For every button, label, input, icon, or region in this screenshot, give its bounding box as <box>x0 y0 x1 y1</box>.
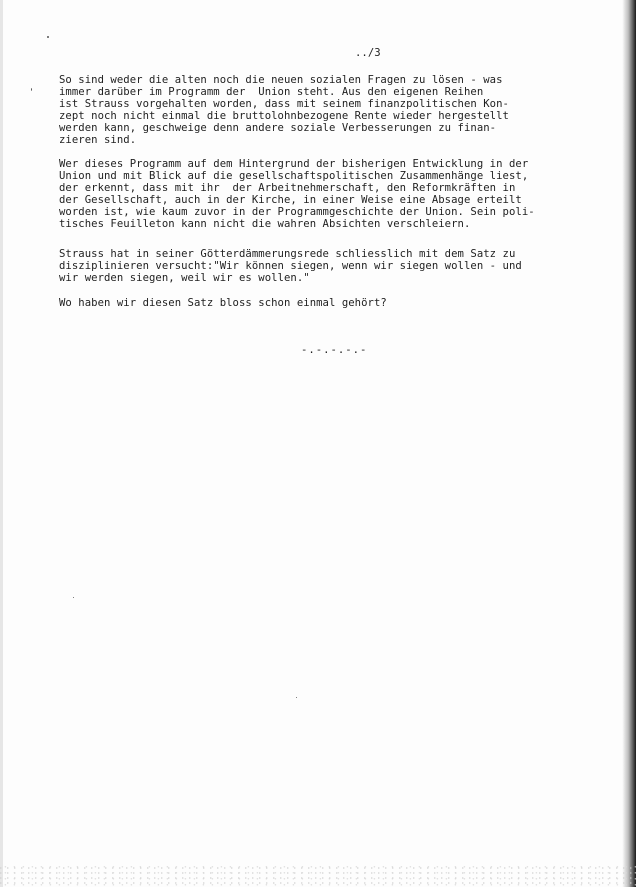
scan-speck <box>73 597 74 598</box>
scan-edge-left <box>0 0 3 887</box>
scan-speck <box>47 36 49 38</box>
end-mark: -.-.-.-.- <box>301 344 368 356</box>
scan-speck <box>31 88 32 91</box>
scan-noise-bottom <box>0 865 636 887</box>
page-number: ../3 <box>355 47 381 59</box>
scan-speck <box>296 697 297 698</box>
paragraph-1: So sind weder die alten noch die neuen sozialen Fragen zu lösen - was immer darüber im Programm der Union steht. Aus den eigenen Reihen ist Strauss vorgehalten worden, dass mit seinem finanzpolitischen Kon- zept noch nicht einmal die bruttolohnbezogene Rente wieder hergestellt werden kann, geschweige denn andere soziale Verbesserungen zu finan- zieren sind. <box>59 74 509 146</box>
paragraph-2: Wer dieses Programm auf dem Hintergrund der bisherigen Entwicklung in der Union und mit Blick auf die gesellschaftspolitischen Zusammenhänge liest, der erkennt, dass mit ihr der Arbeitnehmerschaft, den Reformkräften in der Gesellschaft, auch in der Kirche, in einer Weise eine Absage erteilt worden ist, wie kaum zuvor in der Programmgeschichte der Union. Sein poli- tisches Feuilleton kann nicht die wahren Absichten verschleiern. <box>59 158 535 230</box>
scan-edge-right <box>622 0 636 887</box>
paragraph-3: Strauss hat in seiner Götterdämmerungsrede schliesslich mit dem Satz zu disziplinieren versucht:"Wir können siegen, wenn wir siegen wollen - und wir werden siegen, weil wir es wollen." <box>59 248 522 284</box>
paragraph-4: Wo haben wir diesen Satz bloss schon einmal gehört? <box>59 297 387 309</box>
